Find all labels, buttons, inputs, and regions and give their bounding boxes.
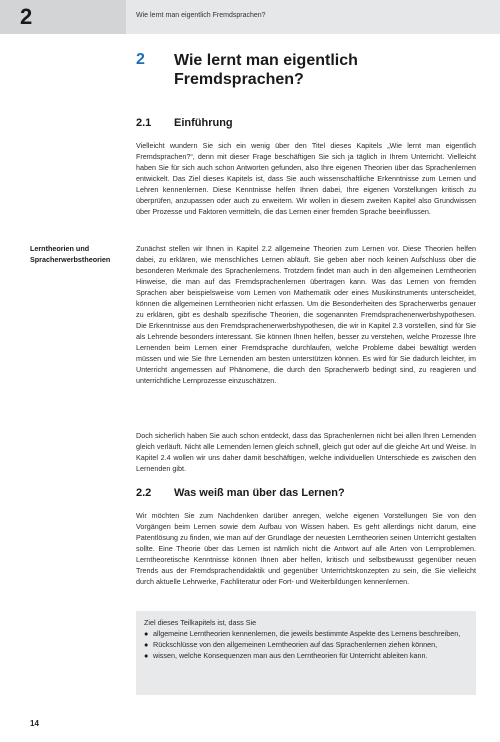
goal-text: wissen, welche Konsequenzen man aus den Lerntheorien für Unterricht ableiten kann. (153, 651, 428, 660)
goals-intro: Ziel dieses Teilkapitels ist, dass Sie (144, 618, 257, 627)
header-chapter-number: 2 (20, 4, 33, 29)
goal-text: Rückschlüsse von den allgemeinen Lerntheorien auf das Sprachenlernen ziehen können, (153, 640, 438, 649)
list-item (144, 628, 469, 639)
chapter-title: Wie lernt man eigentlich Fremdsprachen? (174, 52, 358, 88)
theories-paragraph: Zunächst stellen wir Ihnen in Kapitel 2.2 allgemeine Theorien zum Lernen vor. Diese Theorien helfen dabei, zu erklären, wie menschliches Lernen abläuft. Sie geben aber noch keinen Aufschluss über die besonderen Merkmale des Sprachenlernens. Trotzdem findet man auch in den allgemeinen Lerntheorien Hinweise, die man auf das Fremdsprachenlernen übertragen kann. Was das Lernen von fremden Sprachen aber beispielsweise vom Lernen von Mathematik oder eines Musikinstruments unterscheidet, können die allgemeinen Lerntheorien nicht erfassen. Um die Besonderheiten des Spracherwerbs genauer zu erklären, gibt es deshalb spezifische Theorien, die sogenannten Fremdsprachenerwerbshypothesen. Die Erkenntnisse aus den Fremdsprachenerwerbshypothesen, die wir in Kapitel 2.3 vorstellen, sind für Sie als Lehrende besonders interessant. Sie können Ihnen helfen, besser zu verstehen, welche Prozesse Ihre Lernenden beim Lernen einer Fremdsprache durchlaufen, welche Probleme dabei bewältigt werden müssen und wie Sie Ihre Lernenden am besten unterstützen können. Es wird für Sie dadurch leichter, im Unterricht angemessen auf Phänomene, die durch den Spracherwerb bedingt sind, zu reagieren und unterrichtliche Lernprozesse einzuschätzen. (136, 244, 476, 385)
section-title-lernen: Was weiß man über das Lernen? (174, 487, 345, 499)
chapter-number: 2 (136, 51, 145, 68)
bullet-icon: ● (144, 629, 149, 638)
list-item (144, 650, 469, 661)
intro-paragraph: Vielleicht wundern Sie sich ein wenig über den Titel dieses Kapitels „Wie lernt man eigentlich Fremdsprachen?“, denn mit dieser Frage beschäftigen Sie sich ja täglich in Ihrem Unterricht. Vielleicht haben Sie für sich auch schon Antworten gefunden, also Ihre eigenen Theorien über das Sprachenlernen entwickelt. Das Ziel dieses Kapitels ist, dass Sie auch wissenschaftliche Erkenntnisse zum Lernen und Lehren kennenlernen. Diese Kenntnisse helfen Ihnen dabei, Ihre eigenen Vorstellungen kritisch zu überprüfen, anzupassen oder auch zu erweitern. Wir wollen in diesem zweiten Kapitel also Grundwissen über Prozesse und Faktoren vermitteln, die das Lernen einer fremden Sprache beeinflussen. (136, 141, 476, 216)
bullet-icon: ● (144, 651, 149, 660)
goals-list (144, 628, 469, 661)
section-number-2-2: 2.2 (136, 487, 152, 499)
margin-note: Lerntheorien und Spracherwerbstheorien (30, 244, 111, 264)
section-2-2-paragraph: Wir möchten Sie zum Nachdenken darüber anregen, welche eigenen Vorstellungen Sie von den Vorgängen beim Lernen sowie dem Aufbau von Wissen haben. Es geht allerdings nicht darum, eine Patentlösung zu finden, wie man auf der Grundlage der neuesten Lerntheorien seinen Unterricht gestalten sollte. Eine Theorie über das Lernen ist nämlich nicht die Antwort auf alle Arten von Lernproblemen. Lerntheoretische Kenntnisse können Ihnen aber helfen, kritisch und selbstbewusst gegenüber neuen Trends aus der Fremdsprachendidaktik und gegenüber Unterrichtskonzepten zu sein, die Sie vielleicht durch aktuelle Lehrwerke, Fachliteratur oder Fort- und Weiterbildungen kennenlernen. (136, 511, 476, 586)
goals-box (136, 611, 476, 695)
list-item (144, 639, 469, 650)
running-title: Wie lernt man eigentlich Fremdsprachen? (136, 12, 266, 19)
differences-paragraph: Doch sicherlich haben Sie auch schon entdeckt, dass das Sprachenlernen nicht bei allen Ihren Lernenden gleich verläuft. Nicht alle Lernenden lernen gleich schnell, gleich gut oder auf die gleiche Art und Weise. In Kapitel 2.4 wollen wir uns daher damit beschäftigen, welche individuellen Unterschiede es zwischen den Lernenden gibt. (136, 431, 476, 473)
section-number-2-1: 2.1 (136, 117, 152, 129)
section-title-einfuehrung: Einführung (174, 117, 233, 129)
chapter-tab (0, 0, 126, 34)
goal-text: allgemeine Lerntheorien kennenlernen, die jeweils bestimmte Aspekte des Lernens beschreiben, (153, 629, 461, 638)
bullet-icon: ● (144, 640, 149, 649)
page-number: 14 (30, 719, 39, 728)
